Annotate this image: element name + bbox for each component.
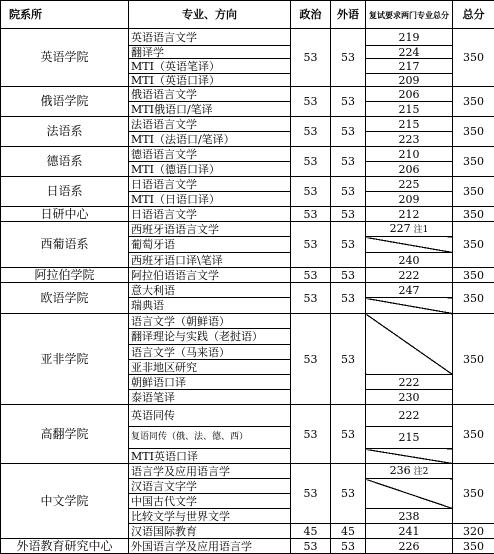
major-cell: 日语语言文学 [129,207,291,222]
specialty-value: 236 [389,463,411,477]
table-row [1,464,494,479]
specialty-cell: 247 [366,283,453,298]
specialty-cell: 222 [366,375,453,390]
major-cell: 语言文学（朝鲜语） [129,314,291,329]
specialty-cell: 241 [366,524,453,539]
major-cell: 汉语言文字学 [129,479,291,494]
note-1: 注1 [413,224,429,235]
major-cell: 外国语言学及应用语言学 [129,539,291,554]
header-specialty: 复试要求两门专业总分 [366,1,453,29]
politics-cell: 53 [291,405,331,464]
foreign-cell: 45 [331,524,366,539]
specialty-cell: 224 [366,46,453,59]
major-cell: 阿拉伯语语言文学 [129,268,291,283]
specialty-cell: 209 [366,192,453,207]
table-row [1,207,494,222]
foreign-cell: 53 [331,222,366,268]
specialty-cell: 226 [366,539,453,554]
major-cell: MTI（法语口/笔译） [129,132,291,147]
dept-cell: 高翻学院 [1,405,129,464]
major-cell: 汉语国际教育 [129,524,291,539]
major-cell: MTI（日语口译） [129,192,291,207]
politics-cell: 53 [291,177,331,207]
foreign-cell: 53 [331,539,366,554]
specialty-cell: 222 [366,268,453,283]
specialty-cell: 215 [366,427,453,449]
major-cell: 比较文学与世界文学 [129,509,291,524]
table-row [1,405,494,427]
major-cell: MTI英语口译 [129,449,291,464]
total-cell: 350 [453,207,494,222]
total-cell: 350 [453,405,494,464]
header-row [1,1,494,29]
specialty-cell: 209 [366,74,453,87]
major-cell: 英语语言文学 [129,29,291,46]
total-cell: 350 [453,87,494,117]
foreign-cell: 53 [331,207,366,222]
total-cell: 350 [453,147,494,177]
politics-cell: 53 [291,87,331,117]
total-cell: 350 [453,268,494,283]
table-row [1,268,494,283]
foreign-cell: 53 [331,405,366,464]
table-row [1,222,494,237]
dept-cell: 中文学院 [1,464,129,539]
foreign-cell: 53 [331,29,366,87]
header-politics: 政治 [291,1,331,29]
politics-cell: 53 [291,314,331,405]
total-cell: 350 [453,283,494,314]
specialty-cell: 212 [366,207,453,222]
major-cell: 复语同传（俄、法、德、西） [129,427,291,449]
table-row [1,147,494,162]
major-cell: 翻译理论与实践（老挝语） [129,329,291,345]
major-cell: 意大利语 [129,283,291,298]
foreign-cell: 53 [331,464,366,524]
politics-cell: 53 [291,207,331,222]
specialty-cell: 238 [366,509,453,524]
foreign-cell: 53 [331,117,366,147]
table-row [1,283,494,298]
foreign-cell: 53 [331,314,366,405]
dept-cell: 外语教育研究中心 [1,539,129,554]
major-cell: 瑞典语 [129,298,291,314]
major-cell: 语言文学（马来语） [129,345,291,360]
major-cell: 西班牙语语言文学 [129,222,291,237]
dept-cell: 西葡语系 [1,222,129,268]
specialty-cell: 215 [366,102,453,117]
major-cell: 日语语言文学 [129,177,291,192]
dept-cell: 亚非学院 [1,314,129,405]
dept-cell: 法语系 [1,117,129,147]
note-2: 注2 [413,466,429,477]
table-row [1,29,494,46]
politics-cell: 53 [291,268,331,283]
foreign-cell: 53 [331,268,366,283]
table-row [1,87,494,102]
major-cell: 中国古代文学 [129,494,291,509]
dept-cell: 日研中心 [1,207,129,222]
major-cell: MTI俄语口/笔译 [129,102,291,117]
specialty-cell: 219 [366,29,453,46]
total-cell: 350 [453,117,494,147]
header-total: 总分 [453,1,494,29]
specialty-cell: 217 [366,59,453,74]
foreign-cell: 53 [331,283,366,314]
major-cell: 亚非地区研究 [129,360,291,375]
total-cell: 320 [453,524,494,539]
total-cell: 350 [453,177,494,207]
specialty-cell [366,464,453,479]
total-cell: 350 [453,29,494,87]
major-cell: 葡萄牙语 [129,237,291,253]
politics-cell: 53 [291,117,331,147]
specialty-cell: 230 [366,390,453,405]
header-dept: 院系所 [1,1,129,29]
dept-cell: 欧语学院 [1,283,129,314]
specialty-cell: 240 [366,253,453,268]
dept-cell: 日语系 [1,177,129,207]
foreign-cell: 53 [331,147,366,177]
dept-cell: 德语系 [1,147,129,177]
empty-slash-cell [366,237,453,253]
major-cell: 西班牙语口译\笔译 [129,253,291,268]
major-cell: 俄语语言文学 [129,87,291,102]
specialty-value: 227 [389,221,411,235]
politics-cell: 53 [291,222,331,268]
foreign-cell: 53 [331,87,366,117]
table-row [1,539,494,554]
specialty-cell: 215 [366,117,453,132]
major-cell: 朝鲜语口译 [129,375,291,390]
total-cell: 350 [453,464,494,524]
foreign-cell: 53 [331,177,366,207]
header-foreign: 外语 [331,1,366,29]
specialty-cell: 206 [366,87,453,102]
empty-slash-cell [366,314,453,375]
politics-cell: 53 [291,539,331,554]
table-row [1,117,494,132]
table-row [1,177,494,192]
empty-slash-cell [366,449,453,464]
specialty-cell: 206 [366,162,453,177]
major-cell: 德语语言文学 [129,147,291,162]
dept-cell: 阿拉伯学院 [1,268,129,283]
specialty-cell [366,222,453,237]
dept-cell: 英语学院 [1,29,129,87]
total-cell: 350 [453,314,494,405]
major-cell: 泰语笔译 [129,390,291,405]
empty-slash-cell [366,479,453,509]
major-cell: 法语语言文学 [129,117,291,132]
major-cell: 语言学及应用语言学 [129,464,291,479]
table-row [1,314,494,329]
specialty-cell: 210 [366,147,453,162]
major-cell: 翻译学 [129,46,291,59]
dept-cell: 俄语学院 [1,87,129,117]
politics-cell: 53 [291,464,331,524]
total-cell: 350 [453,222,494,268]
total-cell: 350 [453,539,494,554]
specialty-cell: 222 [366,405,453,427]
specialty-cell: 225 [366,177,453,192]
major-cell: MTI（英语口译） [129,74,291,87]
major-cell: 英语同传 [129,405,291,427]
empty-slash-cell [366,298,453,314]
politics-cell: 53 [291,283,331,314]
politics-cell: 53 [291,29,331,87]
major-cell: MTI（英语笔译） [129,59,291,74]
politics-cell: 53 [291,147,331,177]
major-cell: MTI（德语口译） [129,162,291,177]
header-major: 专业、方向 [129,1,291,29]
politics-cell: 45 [291,524,331,539]
specialty-cell: 223 [366,132,453,147]
